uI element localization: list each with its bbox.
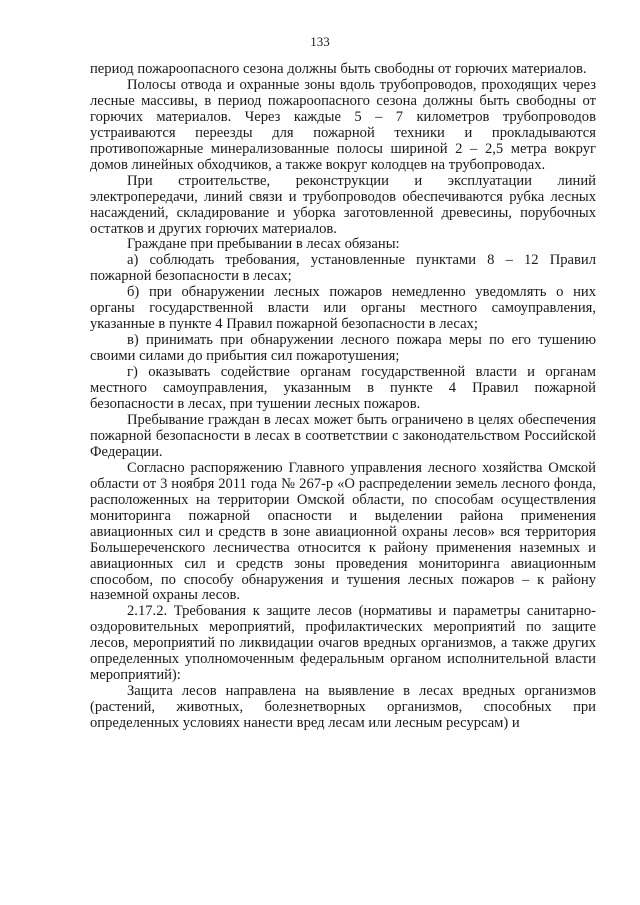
paragraph: а) соблюдать требования, установленные пунктами 8 – 12 Правил пожарной безопасности в лесах; xyxy=(90,252,596,285)
paragraph: Согласно распоряжению Главного управления лесного хозяйства Омской области от 3 ноября 2011 года № 267-р «О распределении земель лесного фонда, расположенных на территории Омской области, по способам осуществления мониторинга пожарной опасности и выделении района применения авиационных сил и средств в зоне авиационной охраны лесов» вся территория Большереченского лесничества относится к району применения наземных и авиационных сил и средств зоны проведения мониторинга авиационным способом, по способу обнаружения и тушения лесных пожаров – к району наземной охраны лесов. xyxy=(90,459,596,604)
paragraph: 2.17.2. Требования к защите лесов (нормативы и параметры санитарно-оздоровительных мероприятий, профилактических мероприятий по защите лесов, мероприятий по ликвидации очагов вредных организмов, а также других определенных уполномоченным федеральным органом исполнительной власти мероприятий): xyxy=(90,603,596,684)
paragraph: Полосы отвода и охранные зоны вдоль трубопроводов, проходящих через лесные массивы, в период пожароопасного сезона должны быть свободны от горючих материалов. Через каждые 5 – 7 километров трубопроводов устраиваются переезды для пожарной техники и прокладываются противопожарные минерализованные полосы шириной 2 – 2,5 метра вокруг домов линейных обходчиков, а также вокруг колодцев на трубопроводах. xyxy=(90,76,596,173)
paragraph: Пребывание граждан в лесах может быть ограничено в целях обеспечения пожарной безопасности в лесах в соответствии с законодательством Российской Федерации. xyxy=(90,411,596,460)
paragraph: период пожароопасного сезона должны быть свободны от горючих материалов. xyxy=(90,61,587,77)
page-number: 133 xyxy=(310,34,330,49)
paragraph: г) оказывать содействие органам государственной власти и органам местного самоуправления, указанным в пункте 4 Правил пожарной безопасности в лесах, при тушении лесных пожаров. xyxy=(90,364,596,413)
paragraph: в) принимать при обнаружении лесного пожара меры по его тушению своими силами до прибытия сил пожаротушения; xyxy=(90,332,596,365)
paragraph: Граждане при пребывании в лесах обязаны: xyxy=(127,236,400,253)
body-text xyxy=(90,62,596,732)
paragraph: б) при обнаружении лесных пожаров немедленно уведомлять о них органы государственной власти или органы местного самоуправления, указанные в пункте 4 Правил пожарной безопасности в лесах; xyxy=(90,284,596,333)
paragraph: Защита лесов направлена на выявление в лесах вредных организмов (растений, животных, болезнетворных организмов, способных при определенных условиях нанести вред лесам или лесным ресурсам) и xyxy=(90,683,596,732)
paragraph: При строительстве, реконструкции и эксплуатации линий электропередачи, линий связи и трубопроводов обеспечиваются рубка лесных насаждений, складирование и уборка заготовленной древесины, порубочных остатков и других горючих материалов. xyxy=(90,172,596,237)
